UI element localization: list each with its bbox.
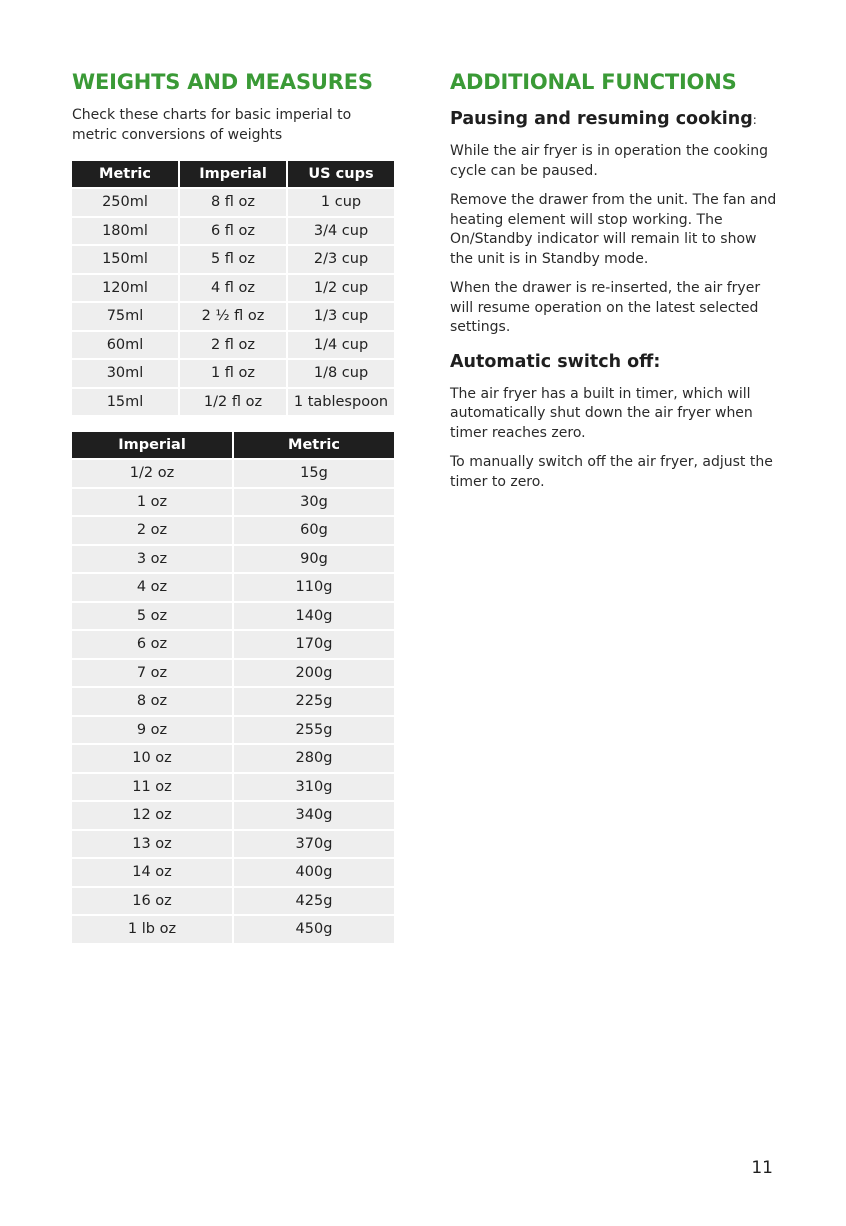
pausing-paragraph: While the air fryer is in operation the cooking cycle can be paused.: [450, 143, 768, 179]
table-cell: 60ml: [72, 332, 178, 359]
table-cell: 1 fl oz: [180, 360, 286, 387]
table-row: [72, 774, 394, 801]
table-cell: 370g: [234, 831, 394, 858]
weights-measures-heading: WEIGHTS AND MEASURES: [72, 70, 373, 94]
table-cell: 200g: [234, 660, 394, 687]
pausing-paragraph: When the drawer is re-inserted, the air fryer will resume operation on the latest selected settings.: [450, 280, 761, 335]
table-cell: 1 lb oz: [72, 916, 232, 943]
pausing-subheading-text: Pausing and resuming cooking: [450, 109, 753, 129]
table-cell: 15ml: [72, 389, 178, 416]
table-cell: 255g: [234, 717, 394, 744]
volume-table-body: [72, 189, 394, 415]
table-cell: 3/4 cup: [288, 218, 394, 245]
volume-conversion-table: [70, 159, 396, 417]
table-row: [72, 603, 394, 630]
table-row: [72, 831, 394, 858]
table-header-row: [72, 161, 394, 187]
table-row: [72, 888, 394, 915]
table-cell: 11 oz: [72, 774, 232, 801]
table-cell: 3 oz: [72, 546, 232, 573]
table-cell: 1 tablespoon: [288, 389, 394, 416]
pausing-paragraph: Remove the drawer from the unit. The fan and heating element will stop working. The On/Standby indicator will remain lit to show the unit is in Standby mode.: [450, 192, 777, 267]
table-header-cell: Imperial: [180, 161, 286, 187]
table-cell: 1/2 oz: [72, 460, 232, 487]
weights-intro-text: Check these charts for basic imperial to metric conversions of weights: [72, 107, 352, 143]
table-cell: 5 fl oz: [180, 246, 286, 273]
table-row: [72, 246, 394, 273]
pausing-subheading-colon: :: [752, 113, 757, 127]
table-row: [72, 546, 394, 573]
right-column: [450, 66, 780, 492]
table-cell: 8 fl oz: [180, 189, 286, 216]
table-row: [72, 745, 394, 772]
table-cell: 15g: [234, 460, 394, 487]
table-cell: 13 oz: [72, 831, 232, 858]
table-header-cell: Imperial: [72, 432, 232, 458]
table-cell: 225g: [234, 688, 394, 715]
table-header-cell: US cups: [288, 161, 394, 187]
table-cell: 60g: [234, 517, 394, 544]
table-cell: 280g: [234, 745, 394, 772]
table-header-cell: Metric: [72, 161, 178, 187]
table-cell: 1/3 cup: [288, 303, 394, 330]
table-cell: 1/2 fl oz: [180, 389, 286, 416]
table-cell: 450g: [234, 916, 394, 943]
table-cell: 310g: [234, 774, 394, 801]
table-cell: 6 oz: [72, 631, 232, 658]
table-cell: 4 oz: [72, 574, 232, 601]
left-column: [72, 66, 394, 945]
table-cell: 4 fl oz: [180, 275, 286, 302]
table-cell: 9 oz: [72, 717, 232, 744]
table-cell: 120ml: [72, 275, 178, 302]
table-row: [72, 275, 394, 302]
table-cell: 30ml: [72, 360, 178, 387]
table-row: [72, 802, 394, 829]
table-cell: 5 oz: [72, 603, 232, 630]
auto-switch-off-subheading: Automatic switch off:: [450, 351, 661, 372]
table-cell: 180ml: [72, 218, 178, 245]
table-cell: 1 cup: [288, 189, 394, 216]
table-cell: 7 oz: [72, 660, 232, 687]
auto-off-paragraph: The air fryer has a built in timer, which will automatically shut down the air fryer when timer reaches zero.: [450, 385, 753, 441]
table-row: [72, 332, 394, 359]
table-header-cell: Metric: [234, 432, 394, 458]
table-cell: 425g: [234, 888, 394, 915]
table-cell: 170g: [234, 631, 394, 658]
table-cell: 1/4 cup: [288, 332, 394, 359]
table-row: [72, 916, 394, 943]
table-row: [72, 859, 394, 886]
table-cell: 1 oz: [72, 489, 232, 516]
table-cell: 2 oz: [72, 517, 232, 544]
table-cell: 250ml: [72, 189, 178, 216]
pausing-subheading: [450, 107, 780, 132]
table-cell: 2/3 cup: [288, 246, 394, 273]
table-cell: 75ml: [72, 303, 178, 330]
table-cell: 110g: [234, 574, 394, 601]
table-row: [72, 303, 394, 330]
table-row: [72, 360, 394, 387]
auto-off-paragraph: To manually switch off the air fryer, adjust the timer to zero.: [450, 454, 773, 490]
table-cell: 10 oz: [72, 745, 232, 772]
table-cell: 150ml: [72, 246, 178, 273]
table-cell: 14 oz: [72, 859, 232, 886]
weight-table-body: [72, 460, 394, 943]
table-row: [72, 489, 394, 516]
table-row: [72, 717, 394, 744]
table-row: [72, 688, 394, 715]
weight-conversion-table: [70, 430, 396, 945]
table-row: [72, 460, 394, 487]
table-cell: 90g: [234, 546, 394, 573]
table-row: [72, 218, 394, 245]
table-cell: 16 oz: [72, 888, 232, 915]
additional-functions-heading: ADDITIONAL FUNCTIONS: [450, 70, 737, 94]
table-cell: 2 fl oz: [180, 332, 286, 359]
table-cell: 1/2 cup: [288, 275, 394, 302]
table-row: [72, 517, 394, 544]
table-row: [72, 389, 394, 416]
table-cell: 1/8 cup: [288, 360, 394, 387]
table-cell: 2 ½ fl oz: [180, 303, 286, 330]
table-cell: 340g: [234, 802, 394, 829]
table-cell: 8 oz: [72, 688, 232, 715]
table-row: [72, 574, 394, 601]
page-number: 11: [751, 1158, 773, 1178]
table-header-row: [72, 432, 394, 458]
table-cell: 30g: [234, 489, 394, 516]
table-row: [72, 631, 394, 658]
table-row: [72, 189, 394, 216]
table-row: [72, 660, 394, 687]
table-cell: 400g: [234, 859, 394, 886]
table-cell: 6 fl oz: [180, 218, 286, 245]
table-cell: 12 oz: [72, 802, 232, 829]
table-cell: 140g: [234, 603, 394, 630]
